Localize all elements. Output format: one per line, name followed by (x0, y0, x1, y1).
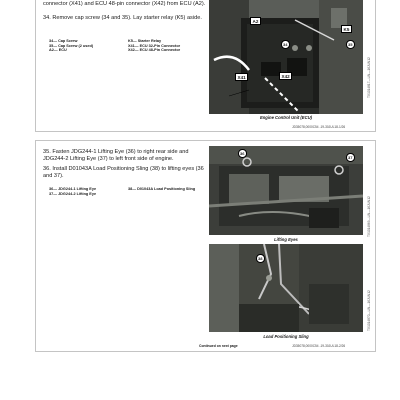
callout-x41: X41 (235, 73, 248, 81)
figure-caption-sling: Load Positioning Sling (263, 334, 309, 339)
callout-36: 36 (238, 149, 247, 158)
legend-item: A2— ECU (49, 48, 67, 53)
document-reference: JD35078,0000C54 -19-30JUL18-2/26 (292, 344, 346, 348)
legend-item: 35— Cap Screw (2 used) (49, 43, 94, 48)
figure-id-top: TX1014869—UN—16JUN12 (367, 196, 371, 237)
step-33-text: connector (X41) and ECU 48-pin connector (X42) from ECU (A2). (43, 1, 206, 7)
legend-item: 34— Cap Screw (49, 39, 78, 43)
callout-k5: K5 (341, 25, 352, 33)
legend-item: K5— Starter Relay (128, 39, 162, 43)
legend-right (128, 187, 208, 192)
callout-37: 37 (346, 153, 355, 162)
callout-x42: X42 (279, 72, 292, 80)
callout-34: 34 (281, 40, 290, 49)
legend-left (49, 187, 96, 196)
step-34-text: 34. Remove cap screw (34 and 35). Lay starter relay (K5) aside. (43, 15, 202, 21)
figure-caption: Engine Control Unit (ECU) (259, 115, 313, 120)
legend-item: X41— ECU 32-Pin Connector (128, 43, 181, 48)
callout-35: 35 (346, 40, 355, 49)
procedure-panel-ecu (35, 0, 376, 132)
step-35-text: 35. Fasten JDG244-1 Lifting Eye (36) to right rear side and JDG244-2 Lifting Eye (37) to left front side of engine. (43, 149, 189, 162)
figure-id: TX1014817—UN—16JUN12 (367, 57, 371, 98)
legend-item: X42— ECU 48-Pin Connector (128, 48, 181, 53)
continued-note: Continued on next page (199, 344, 238, 348)
legend-item: 38— D01043A Load Positioning Sling (128, 187, 196, 191)
figure-id-bottom: TX1014870—UN—16JUN12 (367, 290, 371, 331)
legend-item: 37— JDG244-2 Lifting Eye (49, 191, 97, 196)
document-reference: JD35078,0000C54 -19-30JUL18-1/26 (292, 125, 346, 129)
lifting-eyes-photo (209, 146, 363, 235)
procedure-panel-lifting (35, 140, 376, 352)
load-sling-photo (209, 244, 363, 332)
figure-caption-lifting-eyes: Lifting Eyes (274, 237, 298, 242)
callout-38: 38 (256, 254, 265, 263)
legend-item: 36— JDG244-1 Lifting Eye (49, 187, 97, 191)
legend-left (49, 39, 93, 53)
callout-a2: A2 (250, 17, 261, 25)
ecu-photo (209, 0, 363, 114)
legend-right (128, 39, 180, 53)
step-36-text: 36. Install D01043A Load Positioning Sling (38) to lifting eyes (36 and 37). (43, 166, 204, 179)
